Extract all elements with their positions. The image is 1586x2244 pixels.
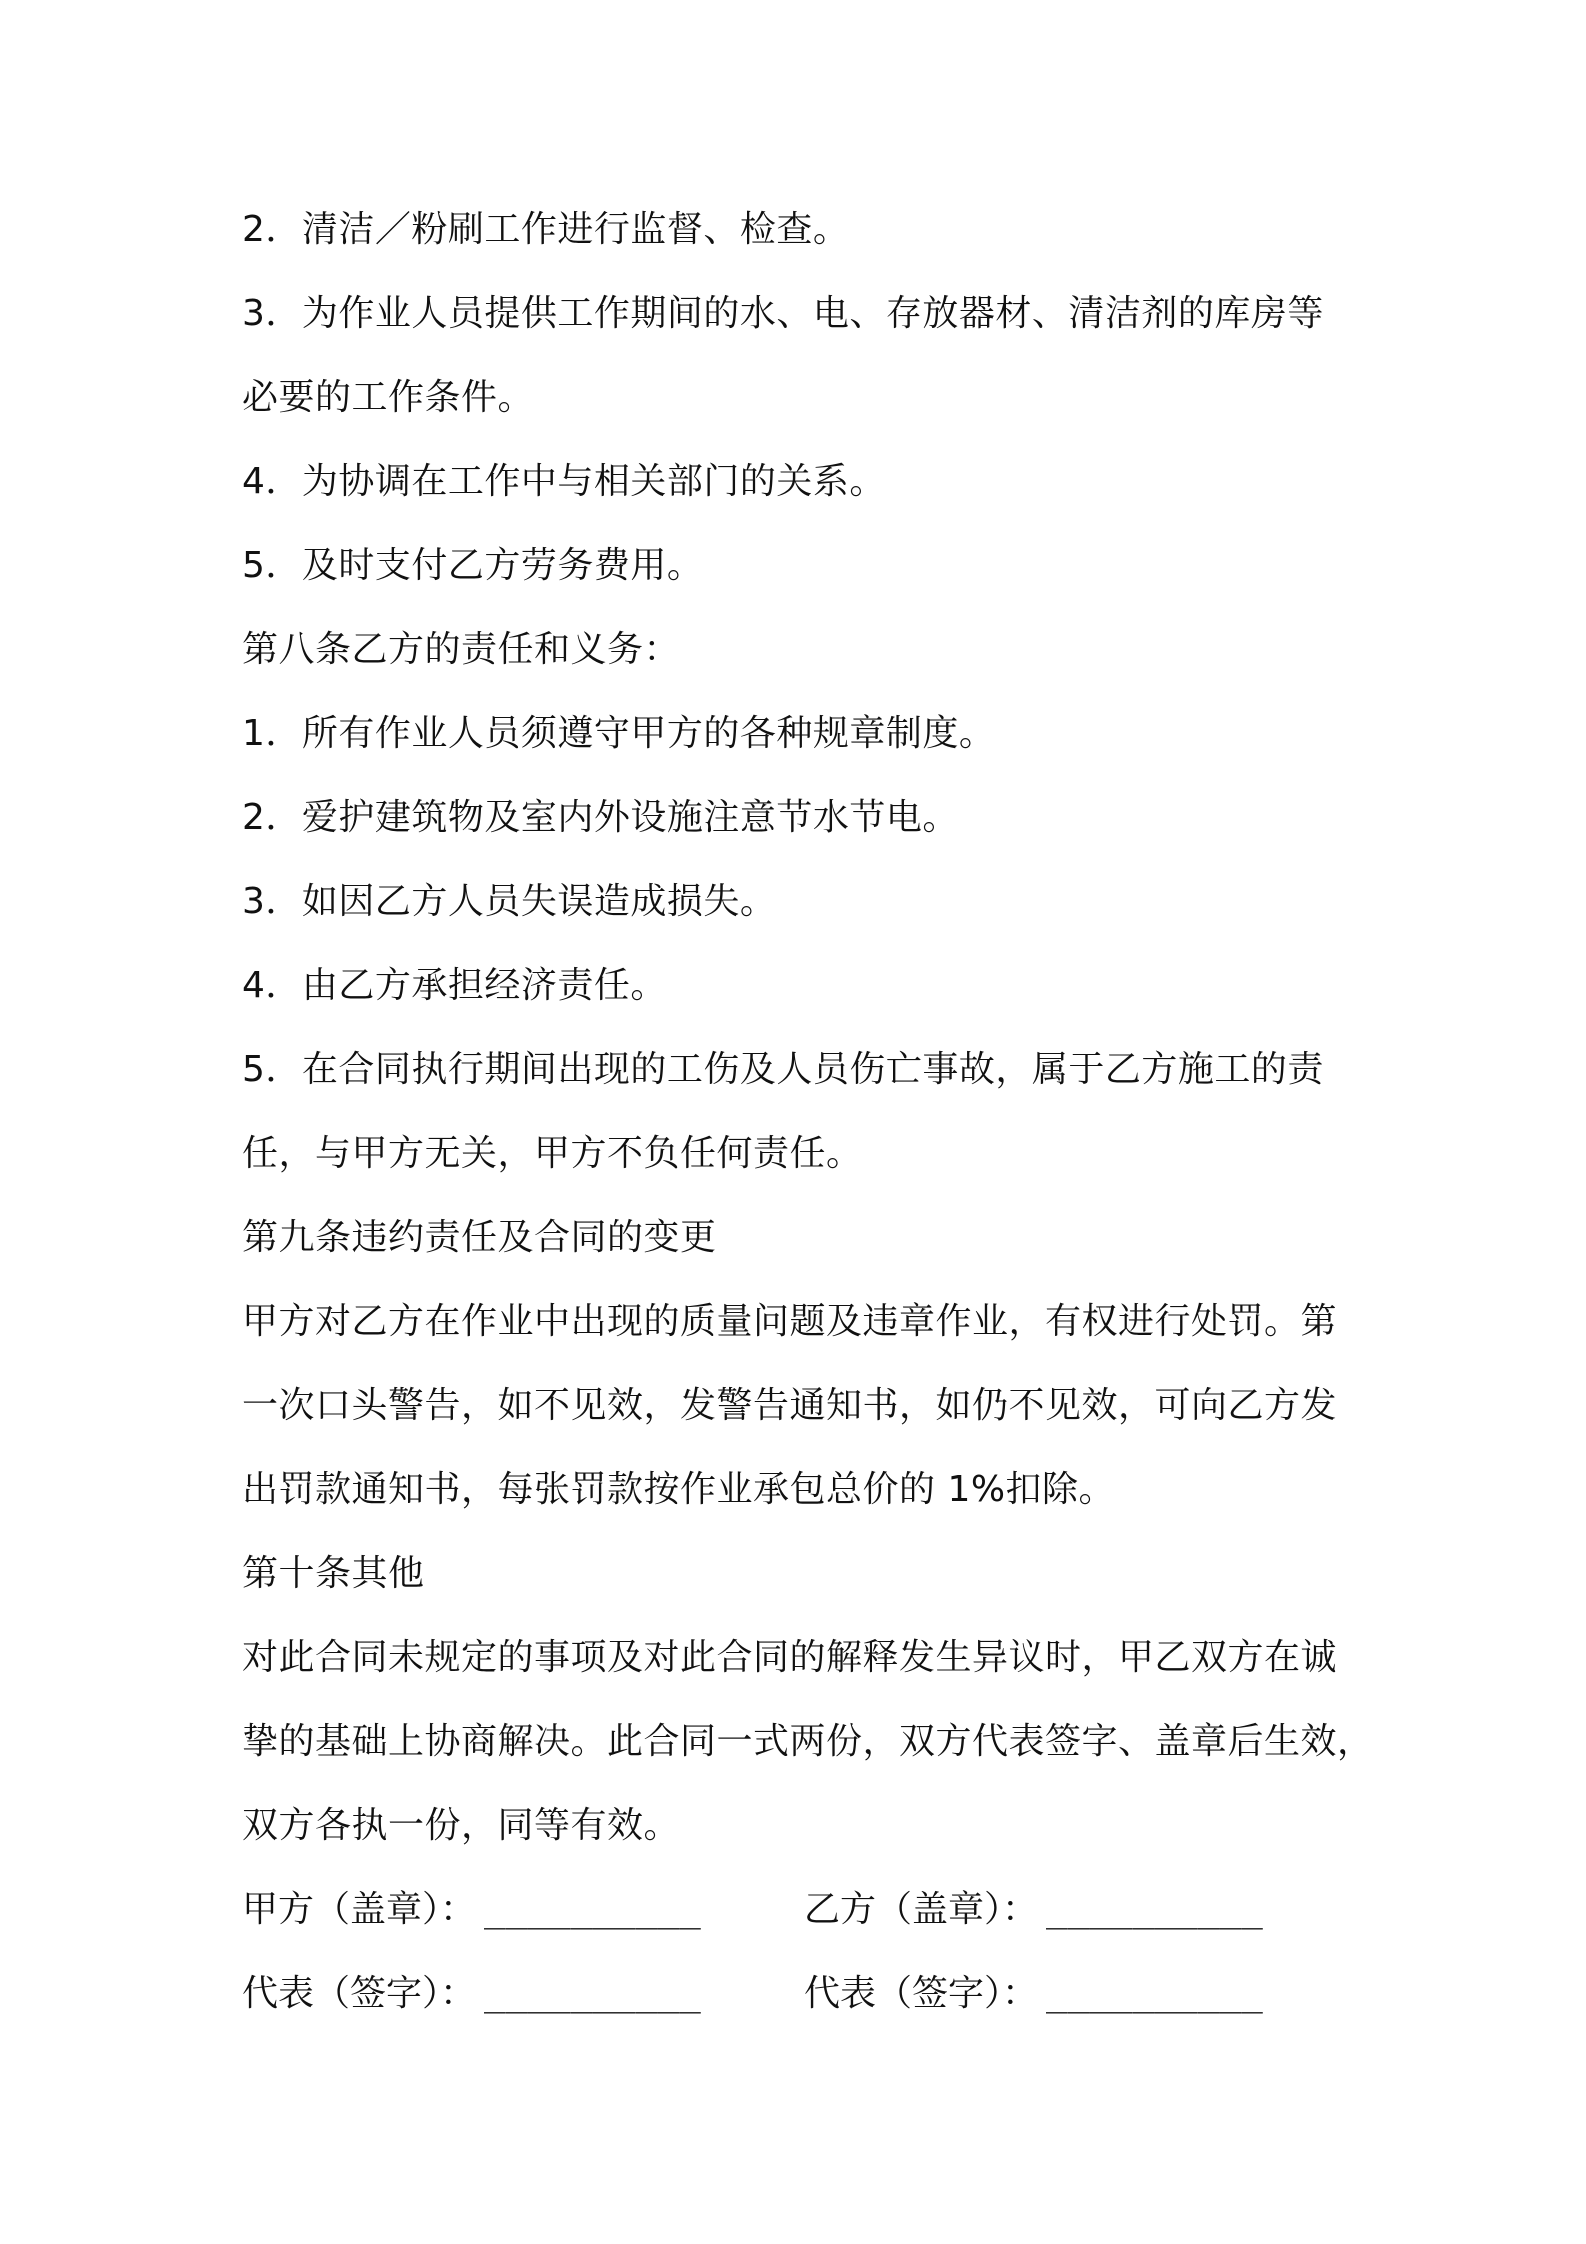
paragraph-line: 甲方对乙方在作业中出现的质量问题及违章作业，有权进行处罚。第	[242, 1301, 1338, 1342]
paragraph-line: 2．清洁／粉刷工作进行监督、检查。	[242, 209, 850, 250]
party-a-seal	[242, 1888, 701, 1932]
paragraph-line: 任，与甲方无关，甲方不负任何责任。	[242, 1133, 863, 1174]
party-a-sign-label: 代表（签字）：	[242, 1973, 477, 2014]
party-a-signature	[242, 1972, 701, 2016]
paragraph-line: 2．爱护建筑物及室内外设施注意节水节电。	[242, 797, 959, 838]
paragraph-line: 一次口头警告，如不见效，发警告通知书，如仍不见效，可向乙方发	[242, 1385, 1338, 1426]
paragraph-line: 出罚款通知书，每张罚款按作业承包总价的 1%扣除。	[242, 1469, 1116, 1510]
paragraph-line: 双方各执一份，同等有效。	[242, 1805, 681, 1846]
paragraph-line: 4．由乙方承担经济责任。	[242, 965, 667, 1006]
paragraph-line: 对此合同未规定的事项及对此合同的解释发生异议时，甲乙双方在诚	[242, 1637, 1338, 1678]
paragraph-line: 3．为作业人员提供工作期间的水、电、存放器材、清洁剂的库房等	[242, 293, 1324, 334]
signature-row	[242, 1972, 1362, 2016]
party-b-seal	[804, 1888, 1263, 1932]
party-b-sign-blank: __________	[1046, 1973, 1263, 2014]
party-b-sign-label: 代表（签字）：	[804, 1973, 1039, 2014]
paragraph-line: 5．及时支付乙方劳务费用。	[242, 545, 704, 586]
section-heading: 第十条其他	[242, 1553, 425, 1594]
party-b-seal-blank: __________	[1046, 1889, 1263, 1930]
section-heading: 第八条乙方的责任和义务：	[242, 629, 681, 670]
party-a-seal-blank: __________	[484, 1889, 701, 1930]
party-b-seal-label: 乙方（盖章）：	[804, 1889, 1039, 1930]
party-a-seal-label: 甲方（盖章）：	[242, 1889, 477, 1930]
paragraph-line: 必要的工作条件。	[242, 377, 535, 418]
party-a-sign-blank: __________	[484, 1973, 701, 2014]
paragraph-line: 3．如因乙方人员失误造成损失。	[242, 881, 777, 922]
party-b-signature	[804, 1972, 1263, 2016]
paragraph-line: 挚的基础上协商解决。此合同一式两份，双方代表签字、盖章后生效，	[242, 1721, 1374, 1762]
seal-row	[242, 1888, 1362, 1932]
paragraph-line: 5．在合同执行期间出现的工伤及人员伤亡事故，属于乙方施工的责	[242, 1049, 1324, 1090]
paragraph-line: 4．为协调在工作中与相关部门的关系。	[242, 461, 886, 502]
section-heading: 第九条违约责任及合同的变更	[242, 1217, 717, 1258]
paragraph-line: 1．所有作业人员须遵守甲方的各种规章制度。	[242, 713, 996, 754]
